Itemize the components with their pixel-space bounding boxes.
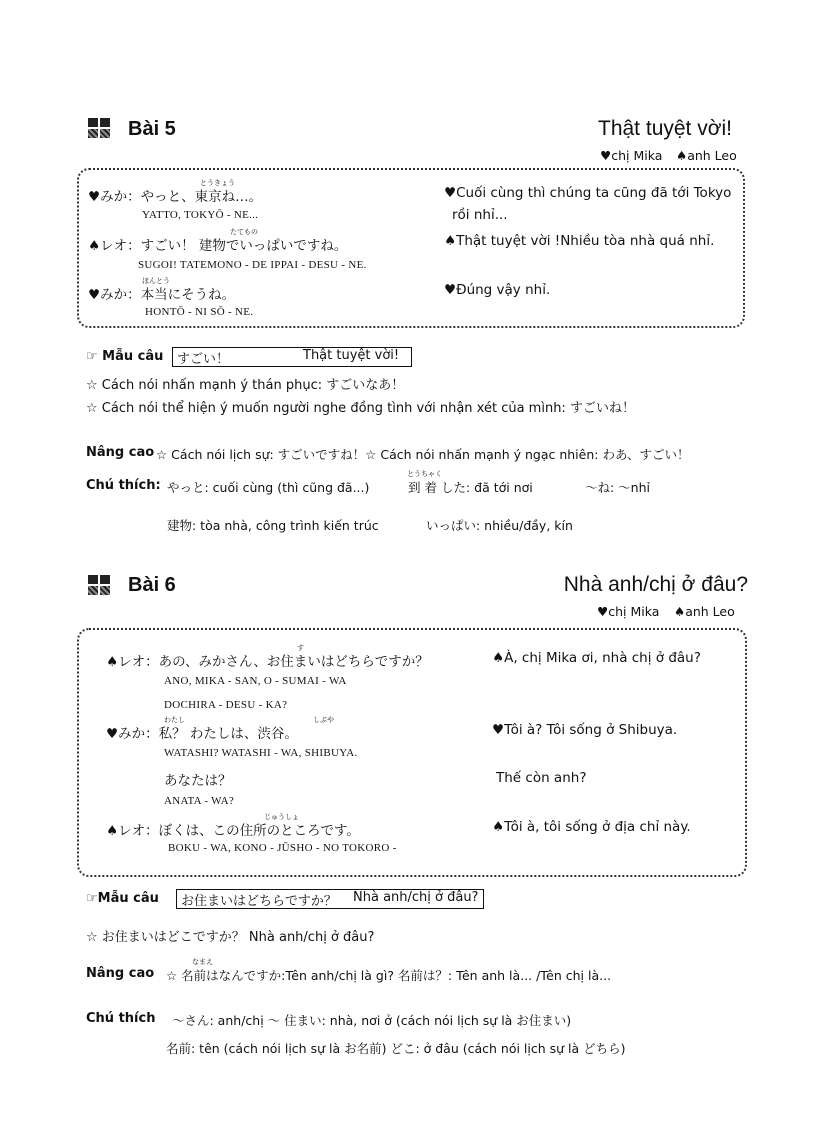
lesson5-heading: Bài 5 [128, 118, 176, 140]
note-item: 名前: tên (cách nói lịch sự là お名前) どこ: ở đâu (cách nói lịch sự là どちら) [166, 1041, 626, 1056]
lesson5-adv-label: Nâng cao [86, 445, 155, 460]
note-item: 建物: tòa nhà, công trình kiến trúc [167, 518, 379, 533]
dialogue-romaji: DOCHIRA - DESU - KA? [164, 699, 288, 711]
lesson6-pattern-label: ☞Mẫu câu [86, 891, 159, 906]
note-item: ～ね: ～nhỉ [585, 480, 651, 495]
dialogue-vi: ♠Tôi à, tôi sống ở địa chỉ này. [492, 819, 691, 835]
lesson6-adv-label: Nâng cao [86, 966, 155, 981]
lesson-heading-icon [88, 575, 110, 595]
lesson6-note-label: Chú thích [86, 1011, 156, 1026]
dialogue-jp-line: ♠レオ：あの、みかさん、お住まいはどちらですか？ [106, 654, 429, 670]
pattern-jp: お住まいはどちらですか？ [181, 894, 337, 909]
note-item: ～さん: anh/chị ～ 住まい: nhà, nơi ở (cách nói lịch sự là お住まい) [172, 1013, 572, 1028]
dialogue-vi: ♥Đúng vậy nhỉ. [444, 282, 551, 298]
lesson5-pattern-box [172, 347, 412, 367]
note-item: やっと: cuối cùng (thì cũng đã...) [167, 480, 370, 495]
dialogue-romaji: WATASHI? WATASHI - WA, SHIBUYA. [164, 747, 358, 759]
furigana: たてもの [230, 228, 258, 236]
dialogue-vi: ♠À, chị Mika ơi, nhà chị ở đâu? [492, 650, 701, 666]
pattern-vi: Thật tuyệt vời! [303, 348, 400, 363]
dialogue-romaji: ANATA - WA? [164, 795, 235, 807]
dialogue-romaji: ANO, MIKA - SAN, O - SUMAI - WA [164, 675, 347, 687]
furigana: す [297, 644, 304, 652]
pattern-vi: Nhà anh/chị ở đâu? [353, 890, 479, 905]
lesson6-char-leo: ♠anh Leo [674, 604, 735, 619]
dialogue-jp-line: ♠レオ：ぼくは、この住所のところです。 [106, 823, 360, 839]
dialogue-romaji: BOKU - WA, KONO - JŪSHO - NO TOKORO - [168, 842, 397, 854]
lesson6-title: Nhà anh/chị ở đâu? [563, 573, 748, 596]
lesson6-pattern-box [176, 889, 484, 909]
lesson5-note-label: Chú thích: [86, 478, 161, 493]
lesson5-pattern-label: ☞ Mẫu câu [86, 349, 164, 364]
lesson6-heading: Bài 6 [128, 574, 176, 596]
note-item: 到 着 した: đã tới nơi [408, 480, 533, 495]
dialogue-jp-line: ♥みか：私？ わたしは、渋谷。 [106, 726, 298, 742]
dialogue-jp-line: あなたは？ [164, 773, 232, 789]
furigana: しぶや [313, 716, 334, 724]
furigana: わたし [164, 716, 185, 724]
lesson5-star1: ☆ Cách nói nhấn mạnh ý thán phục: すごいなあ！ [86, 378, 405, 393]
dialogue-romaji: YATTO, TOKYŌ - NE... [142, 209, 259, 221]
dialogue-vi: ♠Thật tuyệt vời !Nhiều tòa nhà quá nhỉ. [444, 233, 715, 249]
lesson5-adv-text: ☆ Cách nói lịch sự: すごいですね！☆ Cách nói nhấn mạnh ý ngạc nhiên: わあ、すごい！ [156, 447, 690, 462]
furigana: とうちゃく [407, 470, 442, 478]
lesson6-star1: ☆ お住まいはどこですか？ Nhà anh/chị ở đâu? [86, 930, 375, 945]
lesson5-char-leo: ♠anh Leo [676, 148, 737, 163]
dialogue-vi: rồi nhỉ... [452, 207, 508, 223]
lesson-heading-icon [88, 118, 110, 138]
lesson5-title: Thật tuyệt vời! [598, 117, 732, 140]
dialogue-vi: Thế còn anh? [496, 770, 587, 786]
furigana: なまえ [192, 958, 213, 966]
furigana: ほんとう [142, 277, 170, 285]
furigana: とうきょう [200, 179, 235, 187]
dialogue-vi: ♥Tôi à? Tôi sống ở Shibuya. [492, 722, 678, 738]
pattern-jp: すごい！ [177, 352, 230, 367]
lesson6-char-mika: ♥chị Mika [597, 604, 660, 619]
note-item: いっぱい: nhiều/đầy, kín [426, 518, 573, 533]
dialogue-jp-line: ♠レオ：すごい！ 建物でいっぱいですね。 [88, 238, 348, 254]
dialogue-vi: ♥Cuối cùng thì chúng ta cũng đã tới Tokyo [444, 185, 732, 201]
dialogue-jp-line: ♥みか：やっと、東京ね…。 [88, 189, 263, 205]
dialogue-romaji: SUGOI! TATEMONO - DE IPPAI - DESU - NE. [138, 259, 367, 271]
dialogue-romaji: HONTŌ - NI SŌ - NE. [145, 306, 254, 318]
dialogue-jp-line: ♥みか：本当にそうね。 [88, 287, 236, 303]
furigana: じゅうしょ [264, 813, 299, 821]
lesson5-star2: ☆ Cách nói thể hiện ý muốn người nghe đồng tình với nhận xét của mình: すごいね！ [86, 401, 635, 416]
lesson6-adv-text: ☆ 名前はなんですか:Tên anh/chị là gì? 名前は？: Tên anh là... /Tên chị là... [166, 968, 612, 983]
lesson5-char-mika: ♥chị Mika [600, 148, 663, 163]
